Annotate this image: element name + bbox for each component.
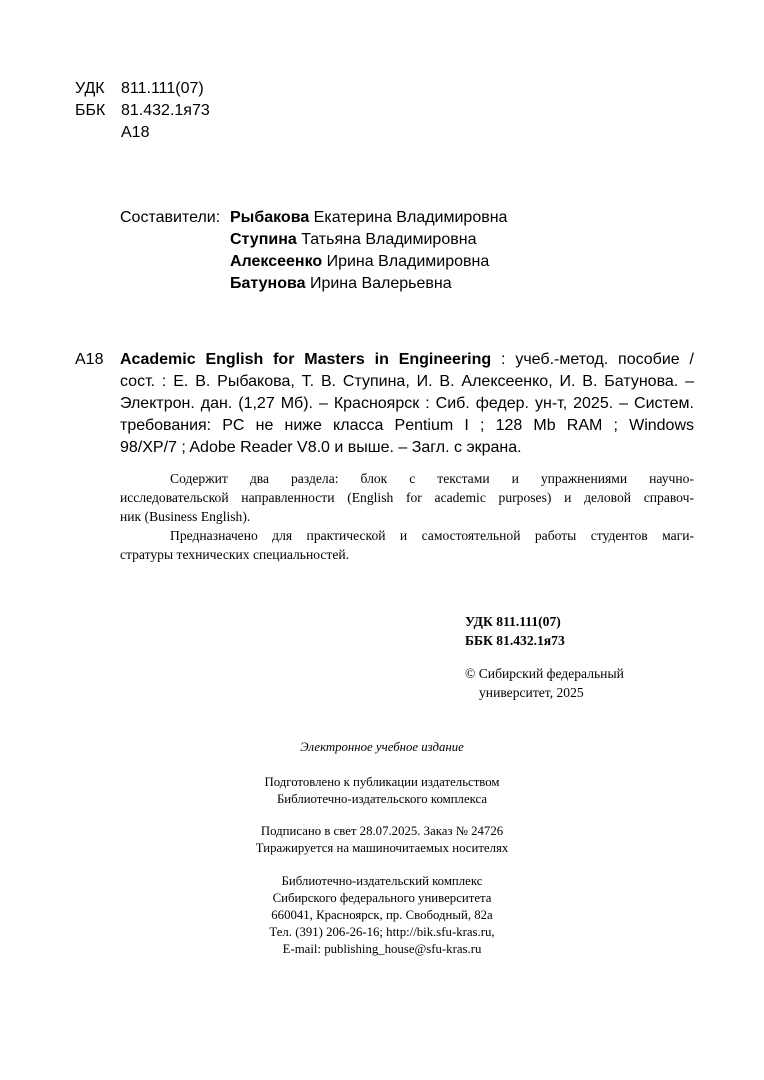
bib-line-5: 98/XP/7 ; Adobe Reader V8.0 и выше. – Загл. с экрана.	[120, 439, 522, 456]
bib-line-1-rest: : учеб.-метод. пособие /	[491, 351, 694, 368]
compiler-names: Ирина Владимировна	[326, 253, 490, 270]
imprint-edition-type	[0, 739, 764, 756]
replicated-line: Тиражируется на машиночитаемых носителях	[255, 841, 509, 855]
edition-type: Электронное учебное издание	[300, 740, 464, 754]
bibliographic-description	[120, 349, 694, 459]
prepared-line-2: Библиотечно-издательского комплекса	[276, 792, 488, 806]
author-mark: А18	[121, 124, 150, 141]
compilers-list	[230, 207, 507, 295]
compiler-names: Екатерина Владимировна	[313, 209, 508, 226]
publisher-phone: Тел. (391) 206-26-16; http://bik.sfu-kras.ru,	[269, 925, 495, 939]
compiler-row	[230, 229, 507, 251]
annotation-line: стратуры технических специальностей.	[120, 547, 350, 562]
udk-label: УДК	[75, 80, 105, 97]
udk-value: 811.111(07)	[121, 80, 204, 97]
compiler-row	[230, 273, 507, 295]
bib-code: А18	[75, 351, 104, 368]
annotation-line: Содержит два раздела: блок с текстами и упражнениями научно-	[170, 471, 694, 486]
compiler-surname: Ступина	[230, 231, 297, 248]
annotation-line: исследовательской направленности (English for academic purposes) и деловой справоч-	[120, 490, 694, 505]
udk-bottom: УДК 811.111(07)	[465, 614, 561, 629]
signed-line: Подписано в свет 28.07.2025. Заказ № 24726	[260, 824, 504, 838]
prepared-line-1: Подготовлено к публикации издательством	[264, 775, 500, 789]
classification-top	[75, 78, 210, 144]
udk-line	[75, 78, 210, 100]
imprint-signed	[0, 823, 764, 857]
imprint-publisher	[0, 873, 764, 958]
publisher-email: E-mail: publishing_house@sfu-kras.ru	[282, 942, 482, 956]
compiler-names: Татьяна Владимировна	[301, 231, 477, 248]
annotation	[120, 469, 694, 564]
compilers-label: Составители:	[120, 209, 221, 226]
bbk-label: ББК	[75, 102, 106, 119]
compiler-surname: Батунова	[230, 275, 306, 292]
bib-line-3: Электрон. дан. (1,27 Мб). – Красноярск : Сиб. федер. ун-т, 2025. – Систем.	[120, 395, 694, 412]
classification-bottom	[465, 612, 565, 650]
book-title: Academic English for Masters in Engineering	[120, 351, 492, 368]
bbk-bottom: ББК 81.432.1я73	[465, 633, 565, 648]
compiler-surname: Рыбакова	[230, 209, 310, 226]
compiler-names: Ирина Валерьевна	[309, 275, 452, 292]
compiler-row	[230, 251, 507, 273]
copyright	[465, 664, 624, 702]
compiler-row	[230, 207, 507, 229]
bbk-line	[75, 100, 210, 122]
bib-line-2: сост. : Е. В. Рыбакова, Т. В. Ступина, И. В. Алексеенко, И. В. Батунова. –	[120, 373, 694, 390]
bib-line-4: требования: PC не ниже класса Pentium I ; 128 Mb RAM ; Windows	[120, 417, 694, 434]
annotation-line: ник (Business English).	[120, 509, 251, 524]
bib-line-1	[120, 349, 694, 371]
publisher-line-1: Библиотечно-издательский комплекс	[281, 874, 483, 888]
copyright-line-1: © Сибирский федеральный	[465, 666, 624, 681]
publisher-address: 660041, Красноярск, пр. Свободный, 82а	[271, 908, 493, 922]
bbk-value: 81.432.1я73	[121, 102, 210, 119]
imprint-prepared	[0, 774, 764, 808]
annotation-line: Предназначено для практической и самостоятельной работы студентов маги-	[170, 528, 694, 543]
publisher-line-2: Сибирского федерального университета	[272, 891, 492, 905]
compiler-surname: Алексеенко	[230, 253, 323, 270]
copyright-line-2: университет, 2025	[479, 685, 584, 700]
